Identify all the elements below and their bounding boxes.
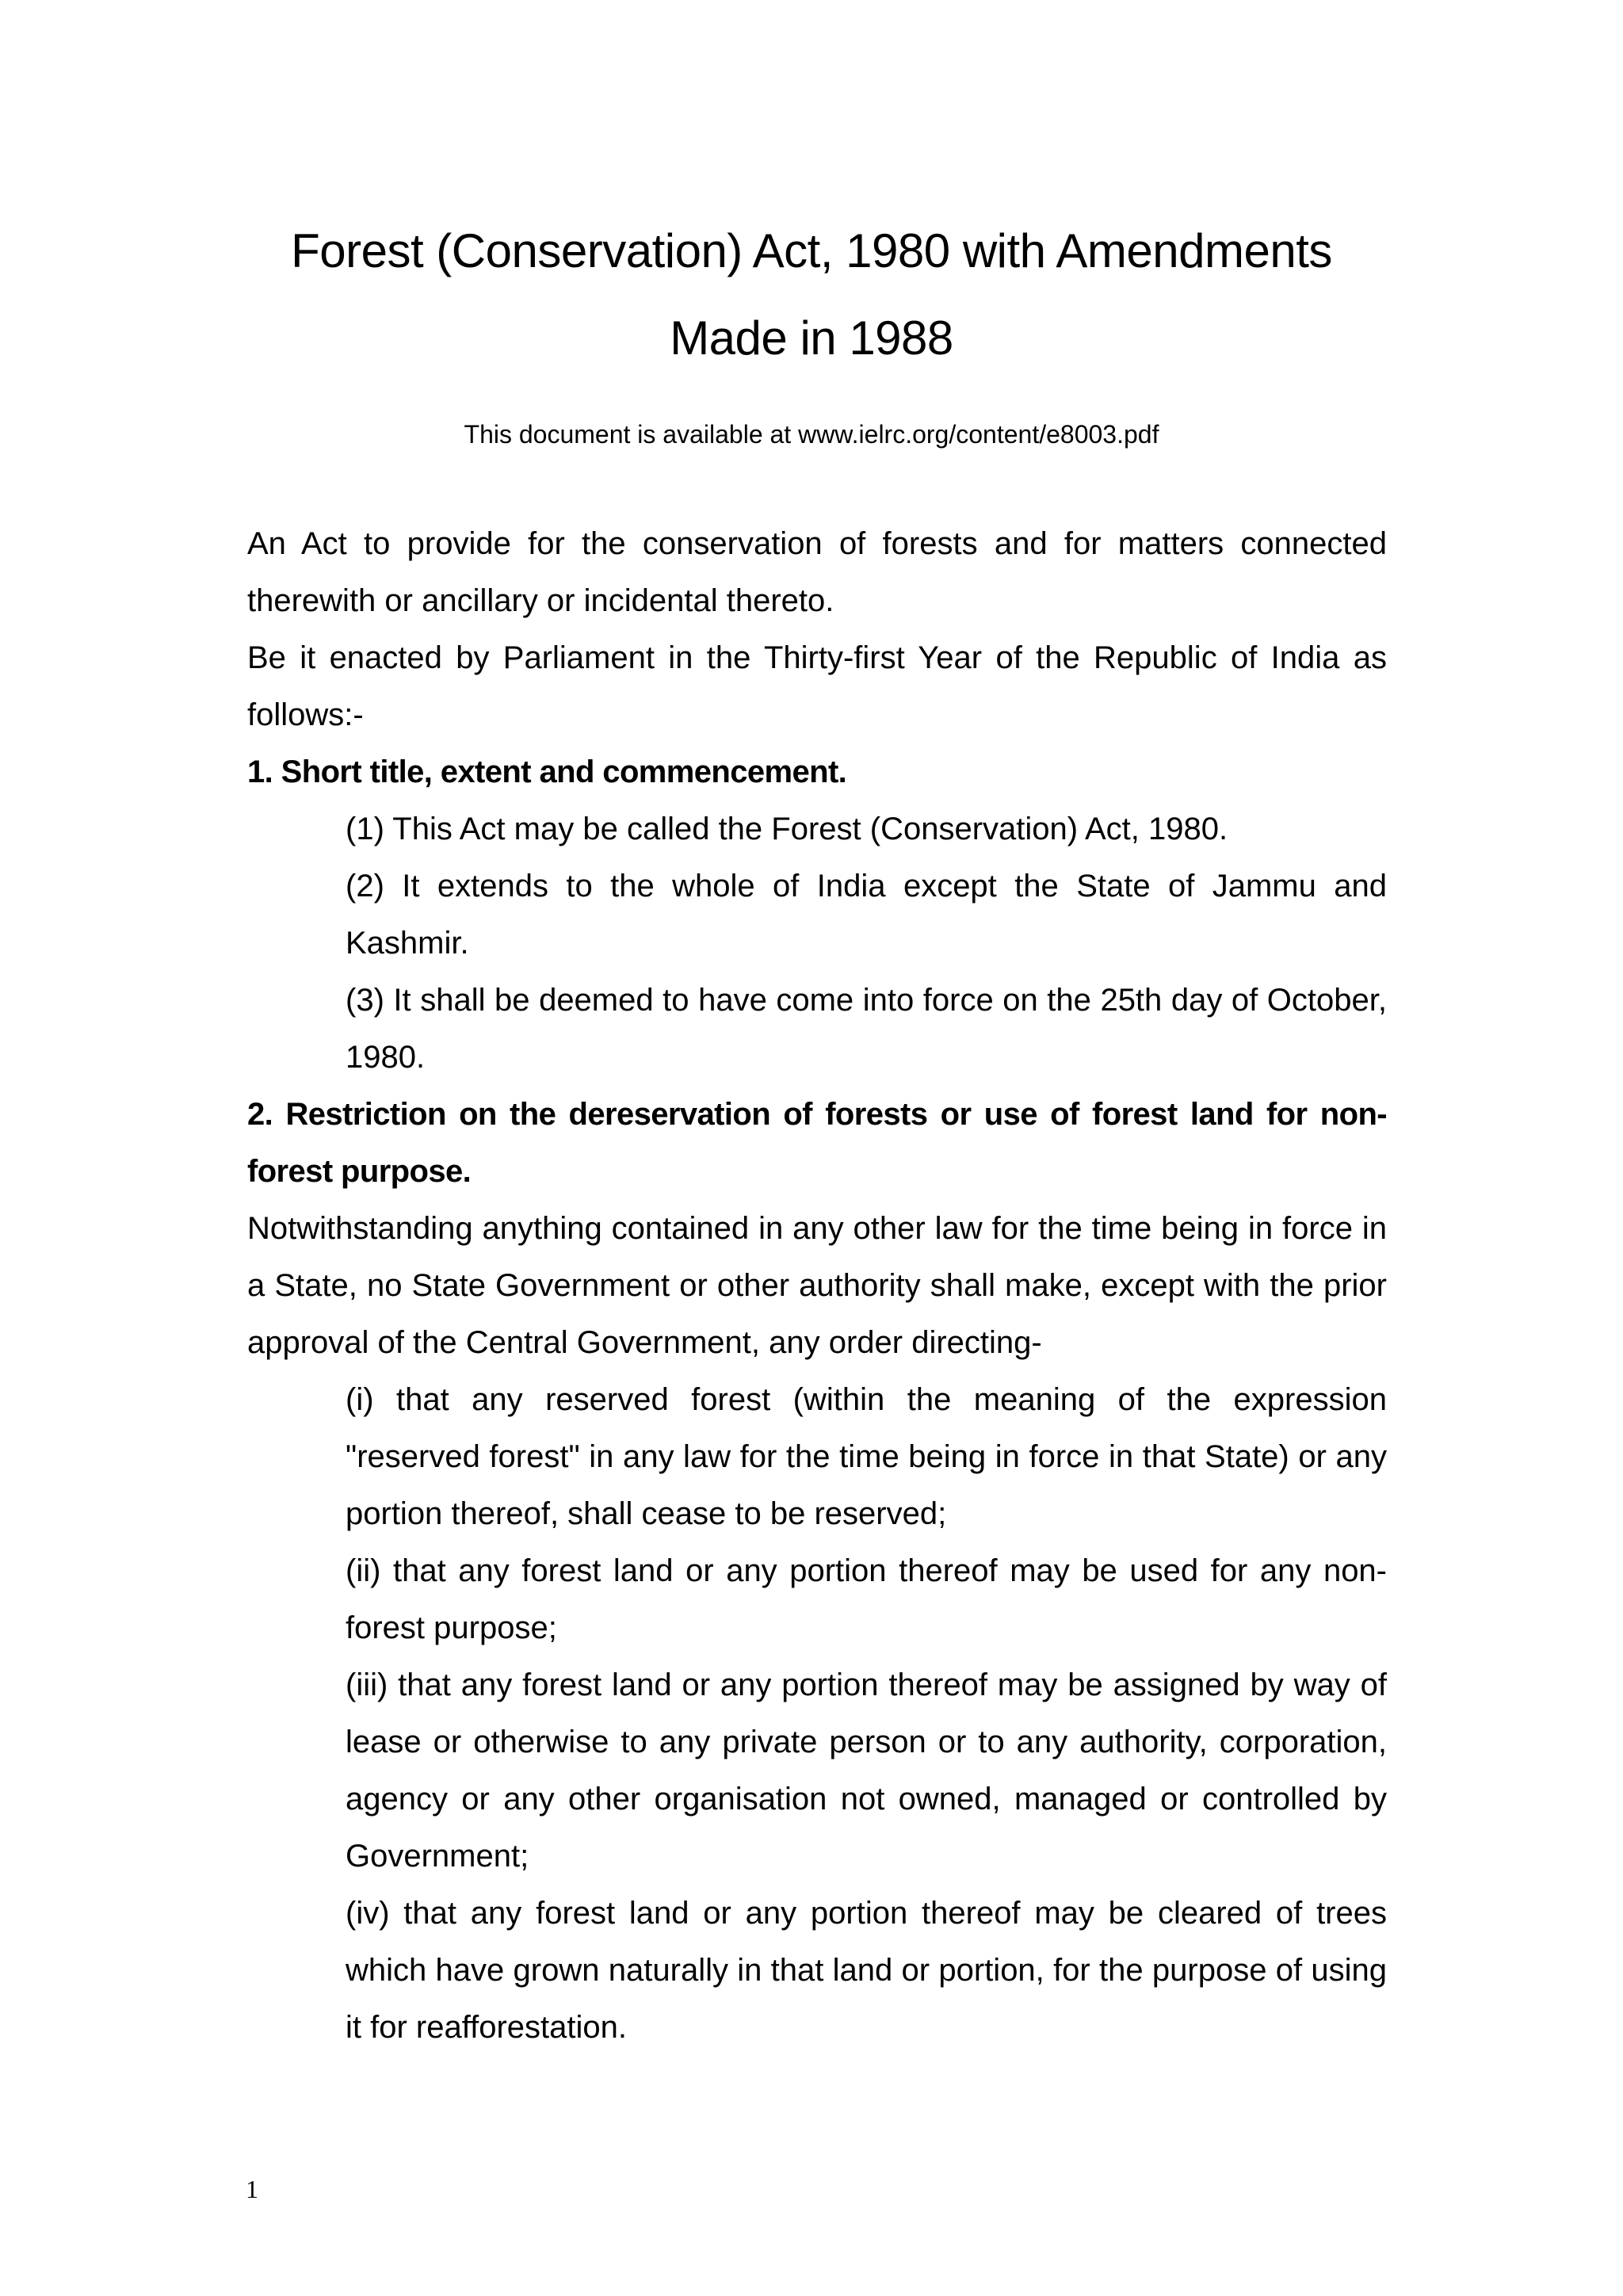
section-1-item: (3) It shall be deemed to have come into force on the 25th day of October, 1980. <box>346 983 1387 1075</box>
section-2-item: (iii) that any forest land or any portion thereof may be assigned by way of lease or otherwise to any private person or to any authority, corporation, agency or any other organisation not owned, managed or controlled by Government; <box>346 1668 1387 1874</box>
document-body <box>247 515 1387 2056</box>
section-2-intro: Notwithstanding anything contained in any other law for the time being in force in a State, no State Government or other authority shall make, except with the prior approval of the Central Government, any order directing- <box>247 1211 1387 1360</box>
section-2-item: (i) that any reserved forest (within the meaning of the expression "reserved forest" in any law for the time being in force in that State) or any portion thereof, shall cease to be reserved; <box>346 1382 1387 1531</box>
preamble-paragraph: An Act to provide for the conservation of forests and for matters connected therewith or ancillary or incidental thereto. <box>247 526 1387 618</box>
section-2-heading: 2. Restriction on the dereservation of forests or use of forest land for non-forest purpose. <box>247 1097 1387 1189</box>
title-line-2: Made in 1988 <box>670 311 953 365</box>
section-2-item: (iv) that any forest land or any portion thereof may be cleared of trees which have grown naturally in that land or portion, for the purpose of using it for reafforestation. <box>346 1896 1387 2045</box>
source-note: This document is available at www.ielrc.org/content/e8003.pdf <box>464 420 1159 449</box>
enactment-paragraph: Be it enacted by Parliament in the Thirty-first Year of the Republic of India as follows:- <box>247 640 1387 732</box>
title-line-1: Forest (Conservation) Act, 1980 with Amendments <box>291 224 1332 277</box>
page-number: 1 <box>246 2175 258 2203</box>
section-2-item: (ii) that any forest land or any portion thereof may be used for any non-forest purpose; <box>346 1553 1387 1645</box>
section-1-heading: 1. Short title, extent and commencement. <box>247 755 847 789</box>
section-1-item: (2) It extends to the whole of India except the State of Jammu and Kashmir. <box>346 869 1387 961</box>
section-1-item: (1) This Act may be called the Forest (Conservation) Act, 1980. <box>346 812 1228 846</box>
document-title <box>0 208 1623 382</box>
